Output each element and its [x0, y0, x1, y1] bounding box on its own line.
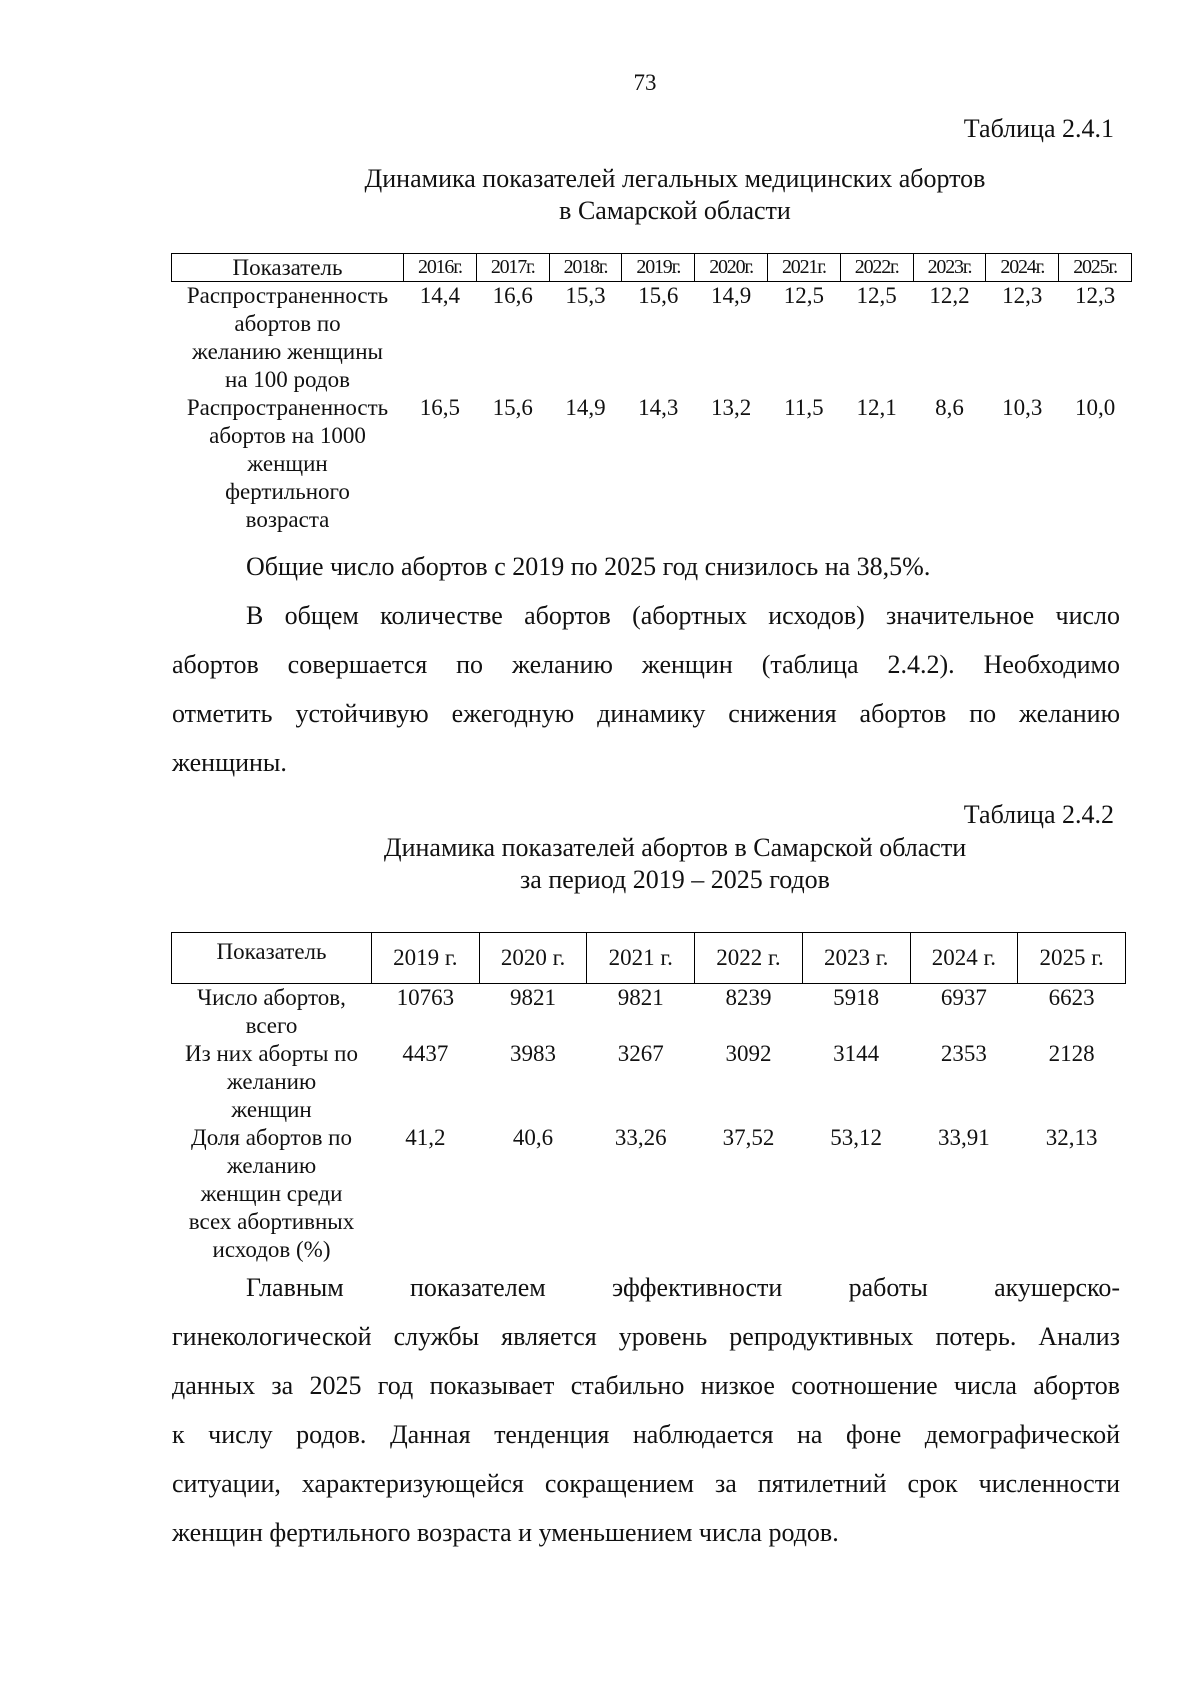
table-cell: 15,6: [638, 283, 679, 308]
table-cell: 14,9: [710, 283, 752, 308]
table-cell: 5918: [833, 985, 880, 1010]
table2-label: Таблица 2.4.2: [963, 800, 1114, 829]
paragraph-abortions-by-wish: [172, 591, 1120, 787]
table1-title-line1: Динамика показателей легальных медицинских абортов: [364, 164, 986, 193]
row-label-line: фертильного: [225, 479, 350, 504]
table-cell: 16,5: [419, 395, 461, 420]
row-label: [172, 282, 404, 395]
row-label-line: абортов на 1000: [209, 423, 366, 448]
table2-header-cell: 2021 г.: [587, 933, 695, 984]
table-cell: 14,9: [565, 395, 606, 420]
table-row: [172, 1124, 1126, 1264]
table1-header-cell: 2018г.: [549, 254, 622, 282]
row-label-line: всего: [245, 1013, 298, 1038]
row-label-line: исходов (%): [212, 1237, 331, 1262]
row-label-line: Доля абортов по: [191, 1125, 352, 1150]
table-row: [172, 1040, 1126, 1124]
page-number: 73: [633, 70, 657, 95]
table-cell: 32,13: [1045, 1125, 1098, 1150]
table1-header-cell: 2017г.: [476, 254, 549, 282]
row-label: [172, 394, 404, 534]
table-cell: 12,5: [856, 283, 897, 308]
paragraph-line: женщин фертильного возраста и уменьшением числа родов.: [172, 1518, 839, 1547]
table-cell: 14,4: [419, 283, 461, 308]
row-label: [172, 984, 372, 1041]
row-label-line: на 100 родов: [225, 367, 350, 392]
table-cell: 13,2: [710, 395, 752, 420]
table-cell: 15,6: [492, 395, 533, 420]
table-cell: 8,6: [935, 395, 964, 420]
row-label-line: женщин: [247, 451, 328, 476]
table-row: [172, 282, 1132, 395]
row-label-line: желанию женщины: [192, 339, 383, 364]
table1-label: Таблица 2.4.1: [963, 114, 1114, 143]
table-cell: 12,5: [783, 283, 824, 308]
table1-header-cell: Показатель: [172, 254, 404, 282]
table1-header-cell: 2024г.: [986, 254, 1059, 282]
table1-header-row: [172, 254, 1132, 282]
table-cell: 3144: [833, 1041, 880, 1066]
paragraph-line: гинекологической службы является уровень репродуктивных потерь. Анализ: [172, 1322, 1120, 1351]
table-cell: 6937: [940, 985, 987, 1010]
table-cell: 12,2: [929, 283, 970, 308]
row-label-line: желанию: [226, 1069, 317, 1094]
table-cell: 33,26: [614, 1125, 667, 1150]
table-cell: 2128: [1048, 1041, 1095, 1066]
table2-header-cell: 2019 г.: [372, 933, 480, 984]
table2-header-cell: 2020 г.: [479, 933, 587, 984]
table1-header-cell: 2020г.: [695, 254, 768, 282]
table-row: [172, 394, 1132, 534]
table-cell: 41,2: [405, 1125, 446, 1150]
row-label-line: желанию: [226, 1153, 317, 1178]
table-cell: 12,1: [856, 395, 897, 420]
row-label-line: возраста: [245, 507, 330, 532]
table1-header-cell: 2016г.: [404, 254, 477, 282]
paragraph-line: абортов совершается по желанию женщин (таблица 2.4.2). Необходимо: [172, 650, 1120, 679]
table-cell: 12,3: [1074, 283, 1116, 308]
table1-header-cell: 2022г.: [840, 254, 913, 282]
table-cell: 3267: [617, 1041, 664, 1066]
table2-title-line1: Динамика показателей абортов в Самарской области: [383, 833, 967, 862]
table-cell: 4437: [402, 1041, 449, 1066]
table-cell: 10763: [396, 985, 455, 1010]
table1-title-line2: в Самарской области: [559, 196, 791, 225]
paragraph-summary: [172, 542, 1120, 591]
table1: [171, 253, 1132, 534]
table-cell: 11,5: [784, 395, 824, 420]
row-label-line: абортов по: [234, 311, 341, 336]
table2-title: [170, 832, 1180, 896]
row-label-line: женщин среди: [200, 1181, 343, 1206]
table2-header-cell: 2025 г.: [1018, 933, 1126, 984]
row-label-line: Распространенность: [186, 395, 389, 420]
paragraph-line: данных за 2025 год показывает стабильно низкое соотношение числа абортов: [172, 1371, 1120, 1400]
table2-title-line2: за период 2019 – 2025 годов: [520, 865, 830, 894]
table1-header-cell: 2025г.: [1059, 254, 1132, 282]
table-cell: 6623: [1048, 985, 1095, 1010]
paragraph-line: Общие число абортов с 2019 по 2025 год снизилось на 38,5%.: [246, 552, 931, 581]
row-label-line: всех абортивных: [188, 1209, 355, 1234]
paragraph-line: отметить устойчивую ежегодную динамику снижения абортов по желанию: [172, 699, 1120, 728]
table-cell: 53,12: [830, 1125, 883, 1150]
paragraph-line: Главным показателем эффективности работы акушерско-: [246, 1273, 1120, 1302]
row-label-line: Распространенность: [186, 283, 389, 308]
table-cell: 8239: [725, 985, 772, 1010]
table-cell: 14,3: [638, 395, 679, 420]
row-label-line: Число абортов,: [197, 985, 346, 1010]
table1-header-cell: 2019г.: [622, 254, 695, 282]
table-cell: 37,52: [722, 1125, 775, 1150]
table-cell: 10,0: [1074, 395, 1116, 420]
table-cell: 16,6: [492, 283, 533, 308]
table-cell: 3983: [510, 1041, 557, 1066]
table2: [171, 932, 1126, 1264]
table-cell: 9821: [510, 985, 557, 1010]
table1-title: [170, 163, 1180, 227]
row-label-line: Из них аборты по: [185, 1041, 358, 1066]
table2-header-cell: 2022 г.: [695, 933, 803, 984]
table-cell: 10,3: [1002, 395, 1043, 420]
table-cell: 15,3: [565, 283, 606, 308]
paragraph-line: ситуации, характеризующейся сокращением за пятилетний срок численности: [172, 1469, 1120, 1498]
table2-header-cell: 2024 г.: [910, 933, 1018, 984]
table-cell: 33,91: [937, 1125, 990, 1150]
table-cell: 9821: [617, 985, 664, 1010]
row-label-line: женщин: [231, 1097, 312, 1122]
table-cell: 40,6: [512, 1125, 554, 1150]
paragraph-line: к числу родов. Данная тенденция наблюдается на фоне демографической: [172, 1420, 1120, 1449]
paragraph-reproductive-losses: [172, 1263, 1120, 1557]
row-label: [172, 1124, 372, 1264]
table-cell: 3092: [725, 1041, 772, 1066]
paragraph-line: женщины.: [172, 748, 287, 777]
table1-header-cell: 2023г.: [913, 254, 986, 282]
table2-header-cell: Показатель: [172, 933, 372, 984]
table-cell: 2353: [940, 1041, 987, 1066]
table-cell: 12,3: [1002, 283, 1043, 308]
table-row: [172, 984, 1126, 1041]
paragraph-line: В общем количестве абортов (абортных исходов) значительное число: [246, 601, 1120, 630]
table2-header-cell: 2023 г.: [802, 933, 910, 984]
table1-header-cell: 2021г.: [767, 254, 840, 282]
table2-header-row: [172, 933, 1126, 984]
row-label: [172, 1040, 372, 1124]
